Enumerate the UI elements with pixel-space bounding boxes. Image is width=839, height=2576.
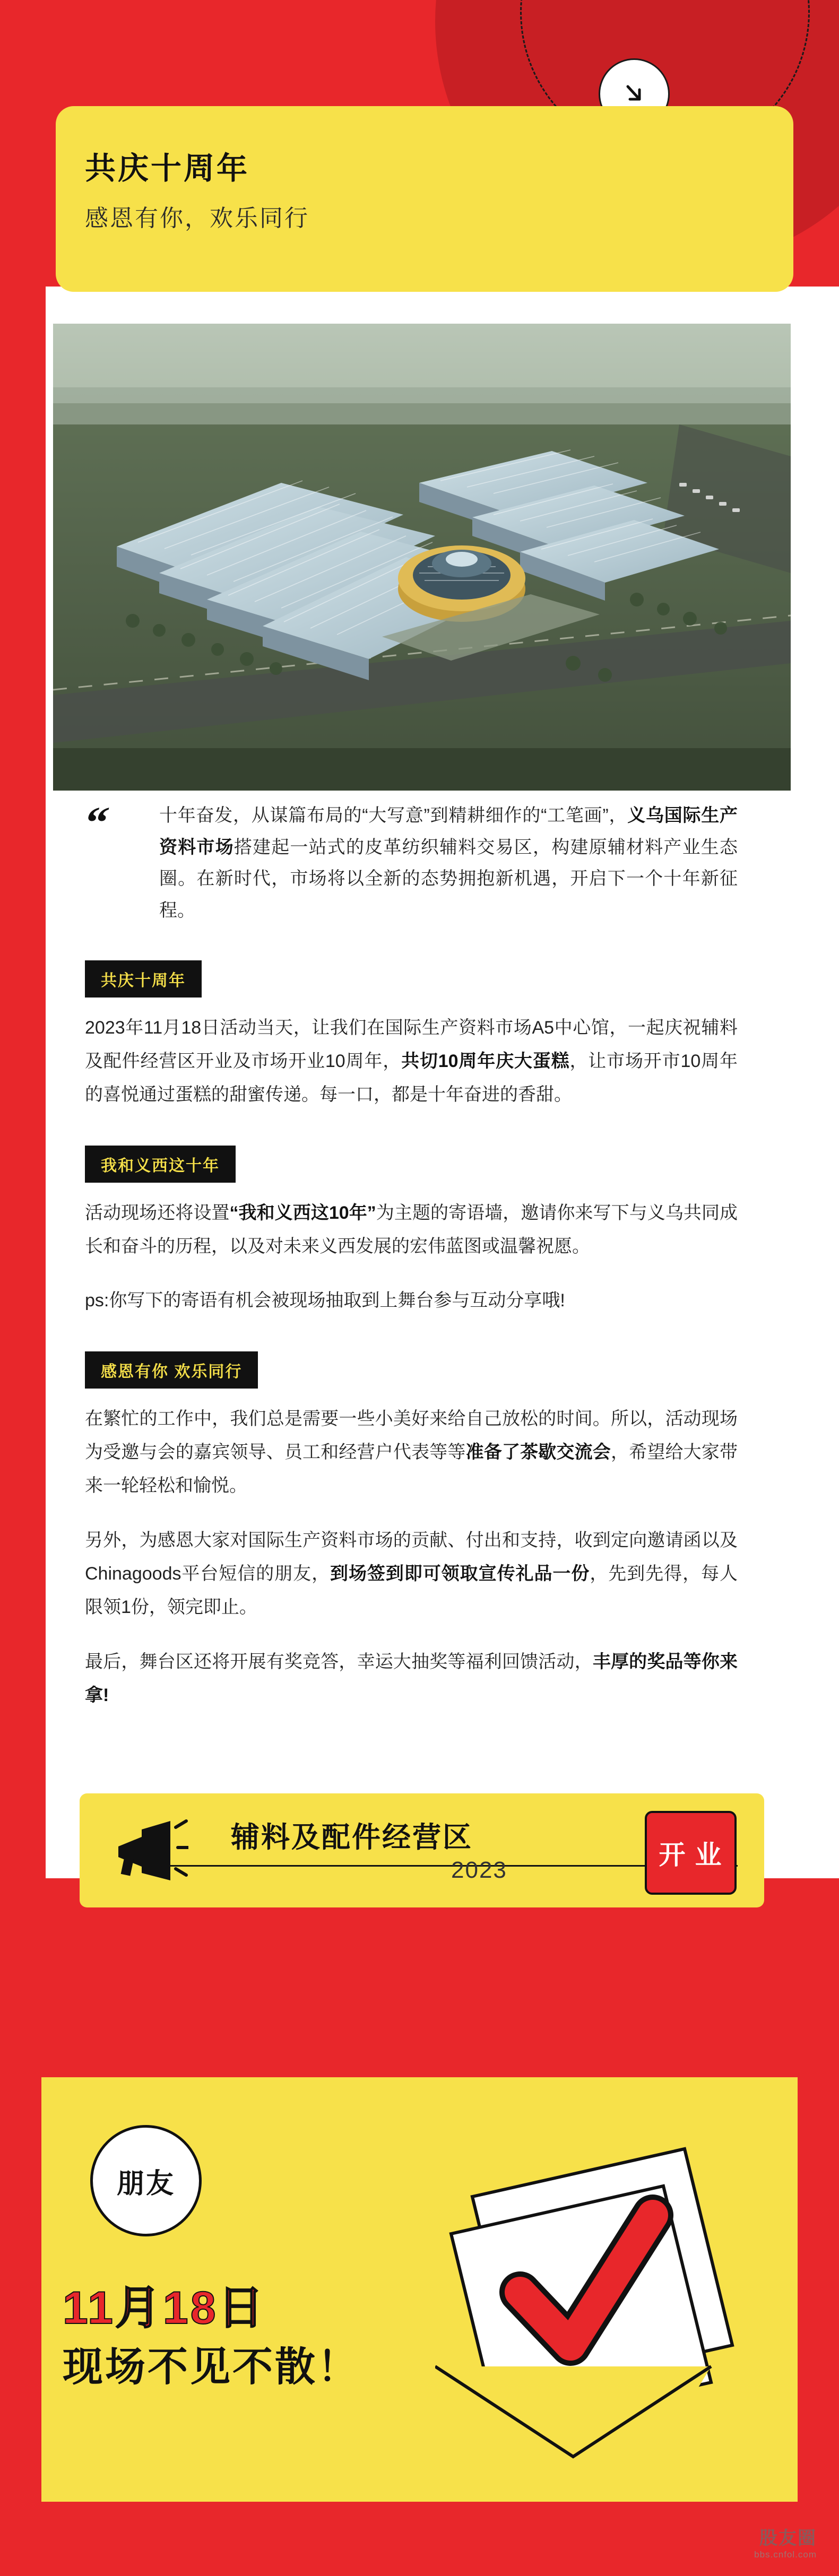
text-run-bold: 准备了茶歇交流会 (465, 1442, 611, 1463)
text-run: 另外，为感恩大家对国际生产资料市场的贡献、付出和支持，收到定向邀请函以及Chinagoods平台短信的朋友， (85, 1530, 738, 1584)
open-badge: 开 业 (645, 1811, 737, 1895)
opening-banner (80, 1793, 764, 1907)
checkmark-icon (435, 2117, 785, 2491)
hero-image (53, 324, 791, 791)
text-run: 在繁忙的工作中，我们总是需要一些小美好来给自己放松的时间。所以，活动现场为受邀与会的嘉宾领导、员工和经营户代表等等 (85, 1409, 738, 1463)
friend-badge: 朋友 (90, 2125, 202, 2236)
section-1-paragraph-1 (53, 1284, 801, 1317)
megaphone-icon (109, 1816, 188, 1885)
watermark-main: 股友圈 (759, 2528, 817, 2548)
left-red-stripe (0, 0, 46, 1995)
lead-paragraph (53, 796, 801, 926)
event-date: 11月18日 (63, 2283, 266, 2334)
banner-title: 辅料及配件经营区 (231, 1822, 473, 1853)
text-run-bold: 丰厚的奖品等你来拿! (85, 1651, 738, 1705)
text-run: ，希望给大家带来一轮轻松和愉悦。 (85, 1442, 738, 1496)
banner-year: 2023 (451, 1857, 507, 1883)
text-run: ，先到先得，每人限领1份，领完即止。 (85, 1563, 738, 1617)
section-tag-0: 共庆十周年 (85, 960, 202, 998)
quote-mark-icon: “ (80, 798, 113, 847)
text-run: 为主题的寄语墙，邀请你来写下与义乌共同成长和奋斗的历程，以及对未来义西发展的宏伟蓝图或温馨祝愿。 (85, 1202, 738, 1256)
text-run: ，让市场开市10周年的喜悦通过蛋糕的甜蜜传递。每一口，都是十年奋进的香甜。 (85, 1051, 738, 1105)
page-title: 共庆十周年 (85, 151, 250, 186)
section-0-paragraph-0 (53, 1011, 801, 1112)
section-1-paragraph-0 (53, 1196, 801, 1263)
text-run-bold: 到场签到即可领取宣传礼品一份 (330, 1563, 590, 1584)
section-tag-2: 感恩有你 欢乐同行 (85, 1351, 258, 1389)
lead-text-1: 十年奋发，从谋篇布局的“大写意”到精耕细作的“工笔画”， (159, 805, 628, 826)
bottom-section (0, 1995, 839, 2576)
text-run-bold: 共切10周年庆大蛋糕 (401, 1051, 570, 1071)
lead-text-2: 搭建起一站式的皮革纺织辅料交易区，构建原辅材料产业生态圈。在新时代，市场将以全新的态势拥抱新机遇，开启下一个十年新征程。 (159, 837, 738, 921)
text-run: 最后，舞台区还将开展有奖竞答，幸运大抽奖等福利回馈活动， (85, 1651, 593, 1672)
section-tag-1: 我和义西这十年 (85, 1146, 236, 1183)
section-2-paragraph-1 (53, 1524, 801, 1624)
header-card (56, 106, 793, 292)
event-meet-text: 现场不见不散！ (63, 2345, 360, 2390)
watermark (754, 2523, 817, 2560)
text-run-bold: “我和义西这10年” (229, 1202, 376, 1223)
page-subtitle: 感恩有你，欢乐同行 (85, 205, 309, 231)
section-2-paragraph-2 (53, 1645, 801, 1712)
section-2-paragraph-0 (53, 1402, 801, 1503)
watermark-sub: bbs.cnfol.com (754, 2549, 817, 2560)
lead-bold-1: 义乌国际生产资料市场 (159, 805, 738, 857)
text-run: 2023年11月18日活动当天，让我们在国际生产资料市场A5中心馆，一起庆祝辅料及配件经营区开业及市场开业10周年， (85, 1018, 738, 1071)
article-content (53, 796, 801, 1712)
text-run: ps:你写下的寄语有机会被现场抽取到上舞台参与互动分享哦! (85, 1290, 565, 1311)
text-run: 活动现场还将设置 (85, 1202, 230, 1223)
